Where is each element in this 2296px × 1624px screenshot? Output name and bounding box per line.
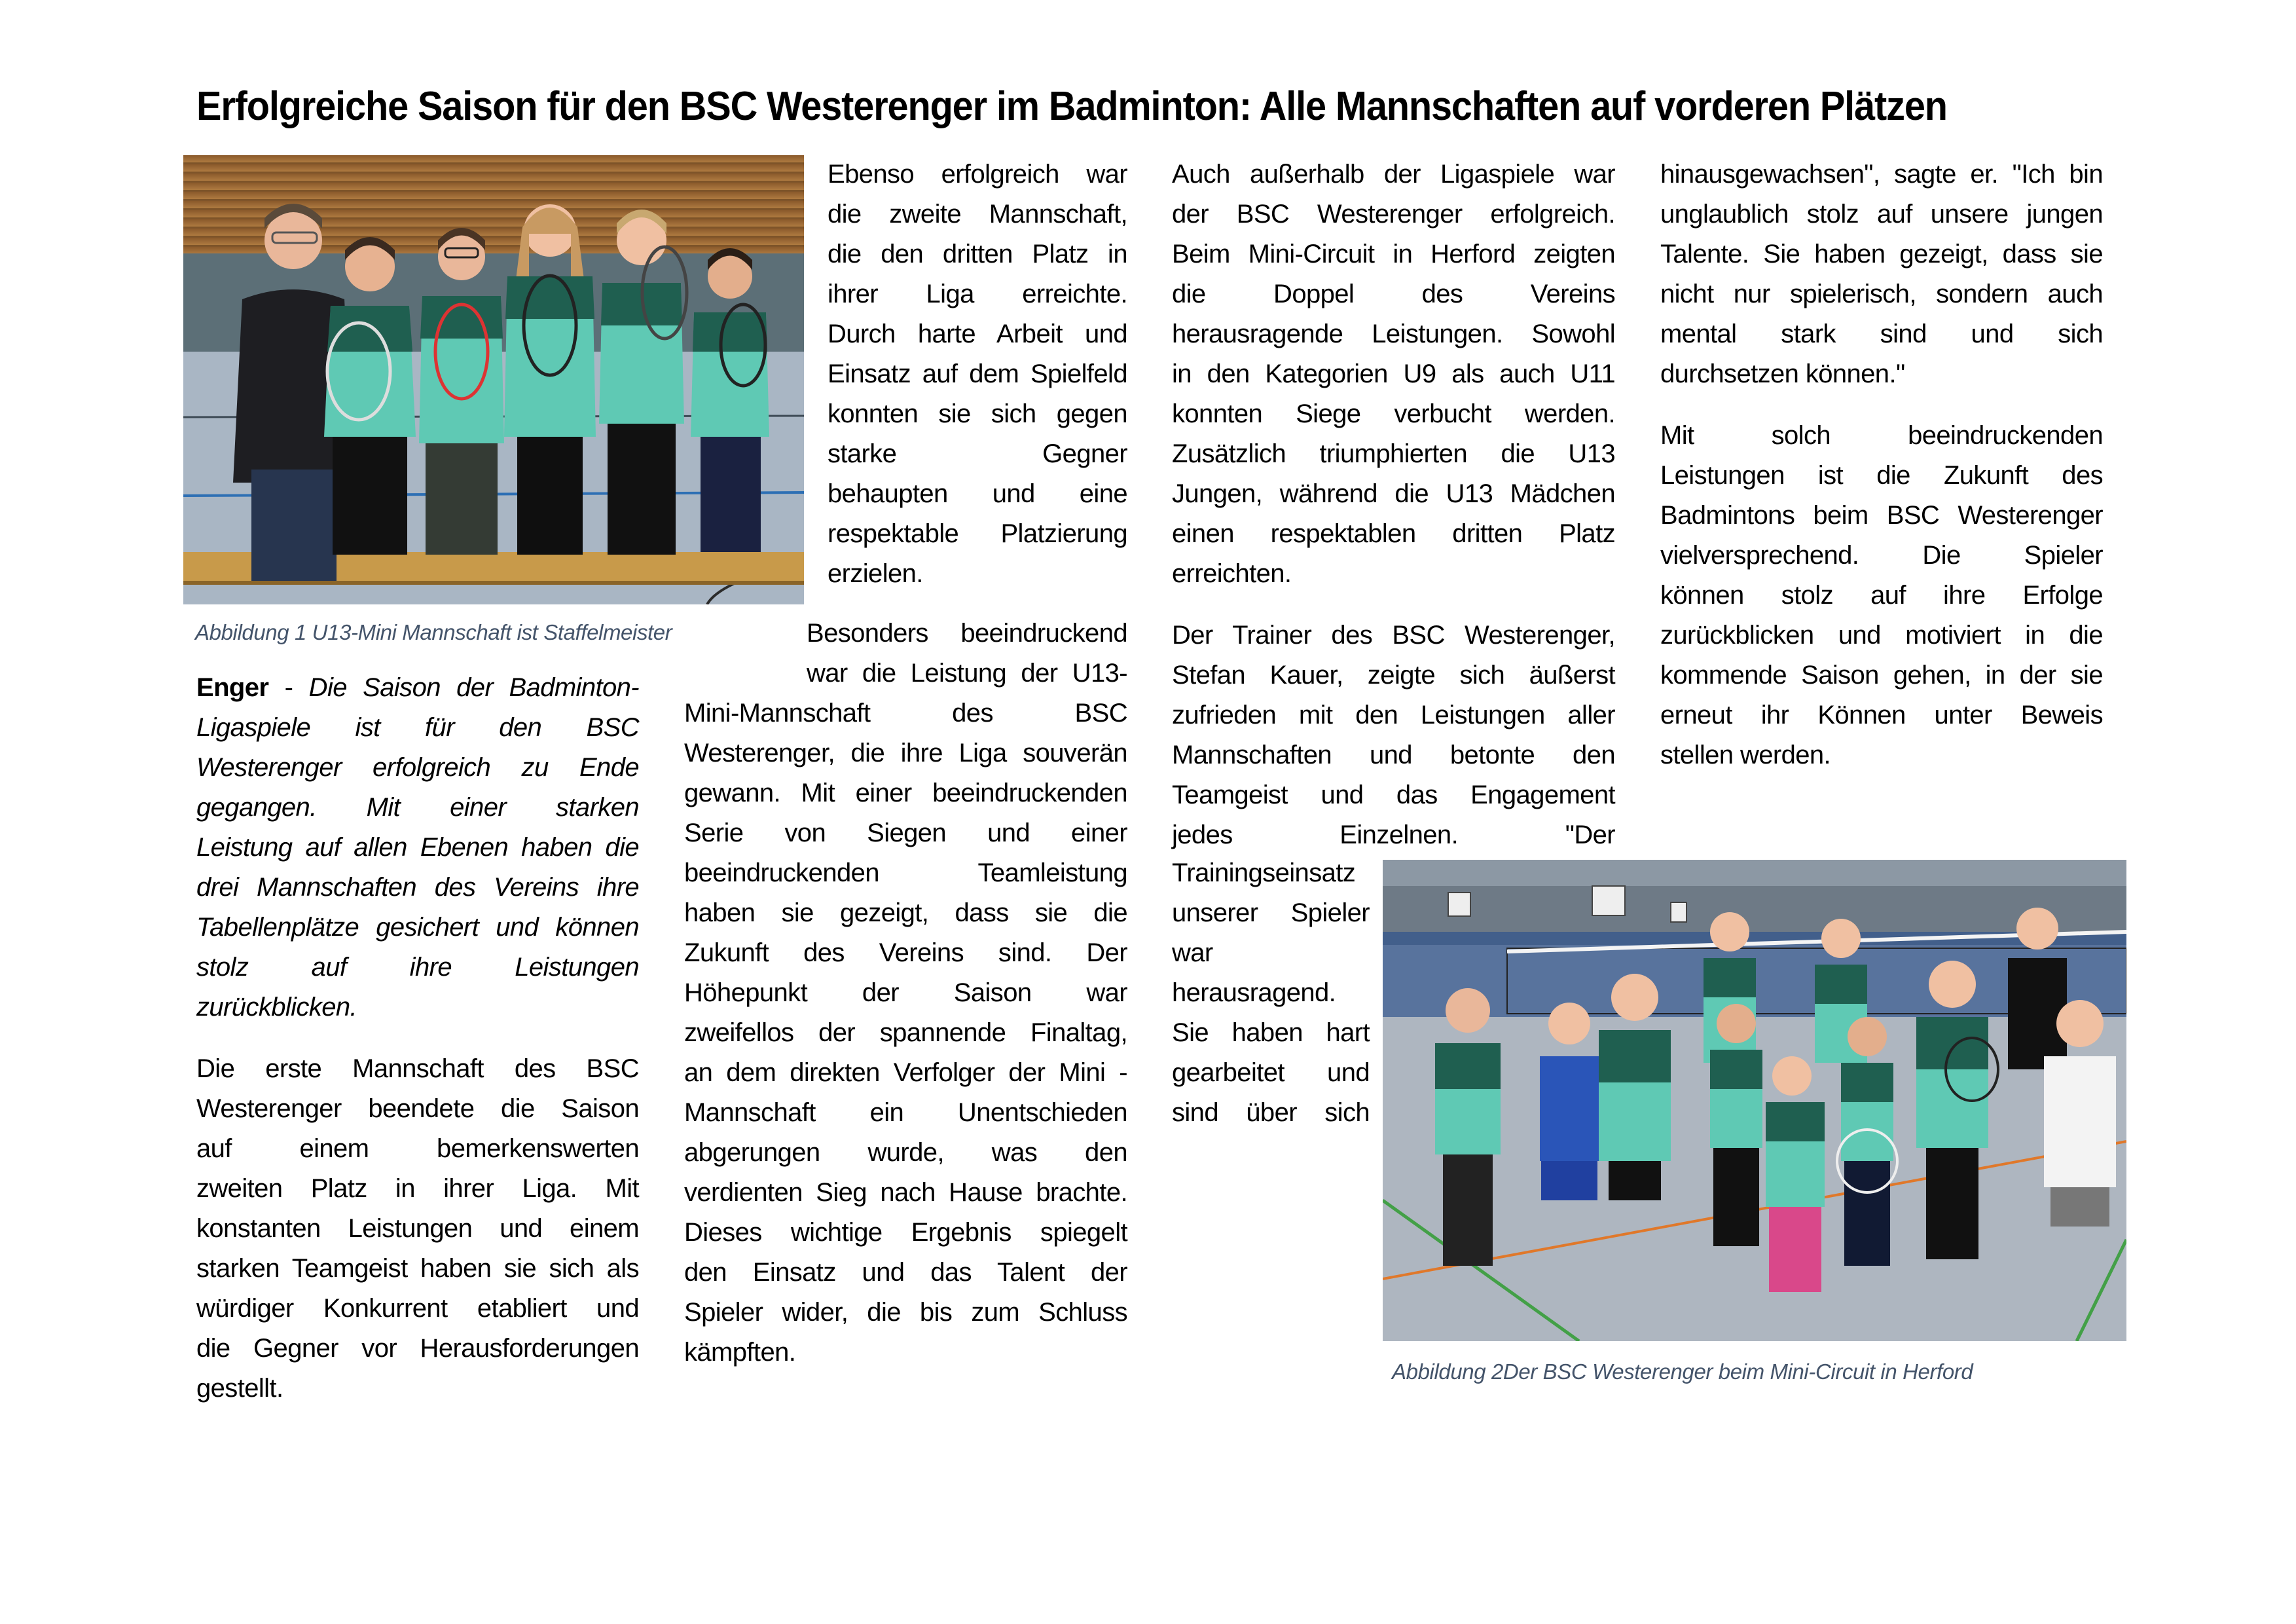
dateline: Enger xyxy=(196,673,269,702)
figure-1-caption: Abbildung 1 U13-Mini Mannschaft ist Staffelmeister xyxy=(195,620,672,644)
column-2-bottom xyxy=(684,693,1127,1394)
group-photo-illustration xyxy=(1383,860,2126,1341)
paragraph-quote: hinausgewachsen", sagte er. "Ich bin unglaublich stolz auf unsere jungen Talente. Sie haben gezeigt, dass sie nicht nur spielerisch, sondern auch mental stark sind und sich durchsetzen können." xyxy=(1660,160,2103,388)
paragraph-trainer: Der Trainer des BSC Westerenger, Stefan Kauer, zeigte sich äußerst zufrieden mit den Leistungen aller Mannschaften und betonte den Teamgeist und das Engagement jedes Einzelnen. "Der xyxy=(1172,621,1615,849)
column-3-narrow: Trainingseinsatz unserer Spieler war herausragend. Sie haben hart gearbeitet und sind über sich xyxy=(1172,858,1370,1127)
figure-1-photo xyxy=(183,155,804,604)
paragraph-mini-circuit: Auch außerhalb der Ligaspiele war der BSC Westerenger erfolgreich. Beim Mini-Circuit in Herford zeigten die Doppel des Vereins herausragende Leistungen. Sowohl in den Kategorien U9 als auch U11 konnten Siege verbucht werden. Zusätzlich triumphierten die U13 Jungen, während die U13 Mädchen einen respektablen dritten Platz erreichten. xyxy=(1172,160,1615,588)
figure-2-photo xyxy=(1383,860,2126,1341)
column-3 xyxy=(1172,155,1615,855)
article-title: Erfolgreiche Saison für den BSC Westerenger im Badminton: Alle Mannschaften auf vorderen Plätzen xyxy=(196,84,1947,129)
paragraph-u13-mini: Mini-Mannschaft des BSC Westerenger, die ihre Liga souverän gewann. Mit einer beeindruckenden Serie von Siegen und einer beeindruckenden Teamleistung haben sie gezeigt, dass sie die Zukunft des Vereins sind. Der Höhepunkt der Saison war zweifellos der spannende Finaltag, an dem direkten Verfolger der Mini - Mannschaft ein Unentschieden abgerungen wurde, was den verdienten Sieg nach Hause brachte. Dieses wichtige Ergebnis spiegelt den Einsatz und das Talent der Spieler wider, die bis zum Schluss kämpften. xyxy=(684,699,1127,1367)
team-photo-illustration xyxy=(183,155,804,604)
paragraph-first-team: Die erste Mannschaft des BSC Westerenger beendete die Saison auf einem bemerkenswerten zweiten Platz in ihrer Liga. Mit konstanten Leistungen und einem starken Teamgeist haben sie sich als würdiger Konkurrent etabliert und die Gegner vor Herausforderungen gestellt. xyxy=(196,1054,639,1403)
figure-2-caption: Abbildung 2Der BSC Westerenger beim Mini-Circuit in Herford xyxy=(1392,1359,1973,1384)
paragraph-outlook: Mit solch beeindruckenden Leistungen ist die Zukunft des Badmintons beim BSC Westerenger vielversprechend. Die Spieler können stolz auf ihre Erfolge zurückblicken und motiviert in die kommende Saison gehen, in der sie erneut ihr Können unter Beweis stellen werden. xyxy=(1660,421,2103,769)
column-4 xyxy=(1660,155,2103,797)
column-2-top xyxy=(828,155,1127,616)
column-2-u13-narrow: Besonders beeindruckend war die Leistung der U13- xyxy=(807,619,1127,688)
paragraph-second-team: Ebenso erfolgreich war die zweite Mannschaft, die den dritten Platz in ihrer Liga erreichte. Durch harte Arbeit und Einsatz auf dem Spielfeld konnten sie sich gegen starke Gegner behaupten und eine respektable Platzierung erzielen. xyxy=(828,160,1127,588)
lead-paragraph: Enger - Die Saison der Badminton- Ligaspiele ist für den BSC Westerenger erfolgreich zu Ende gegangen. Mit einer starken Leistung auf allen Ebenen haben die drei Mannschaften des Vereins ihre Tabellenplätze gesichert und können stolz auf ihre Leistungen zurückblicken. xyxy=(196,673,640,1022)
column-1 xyxy=(196,668,639,1430)
